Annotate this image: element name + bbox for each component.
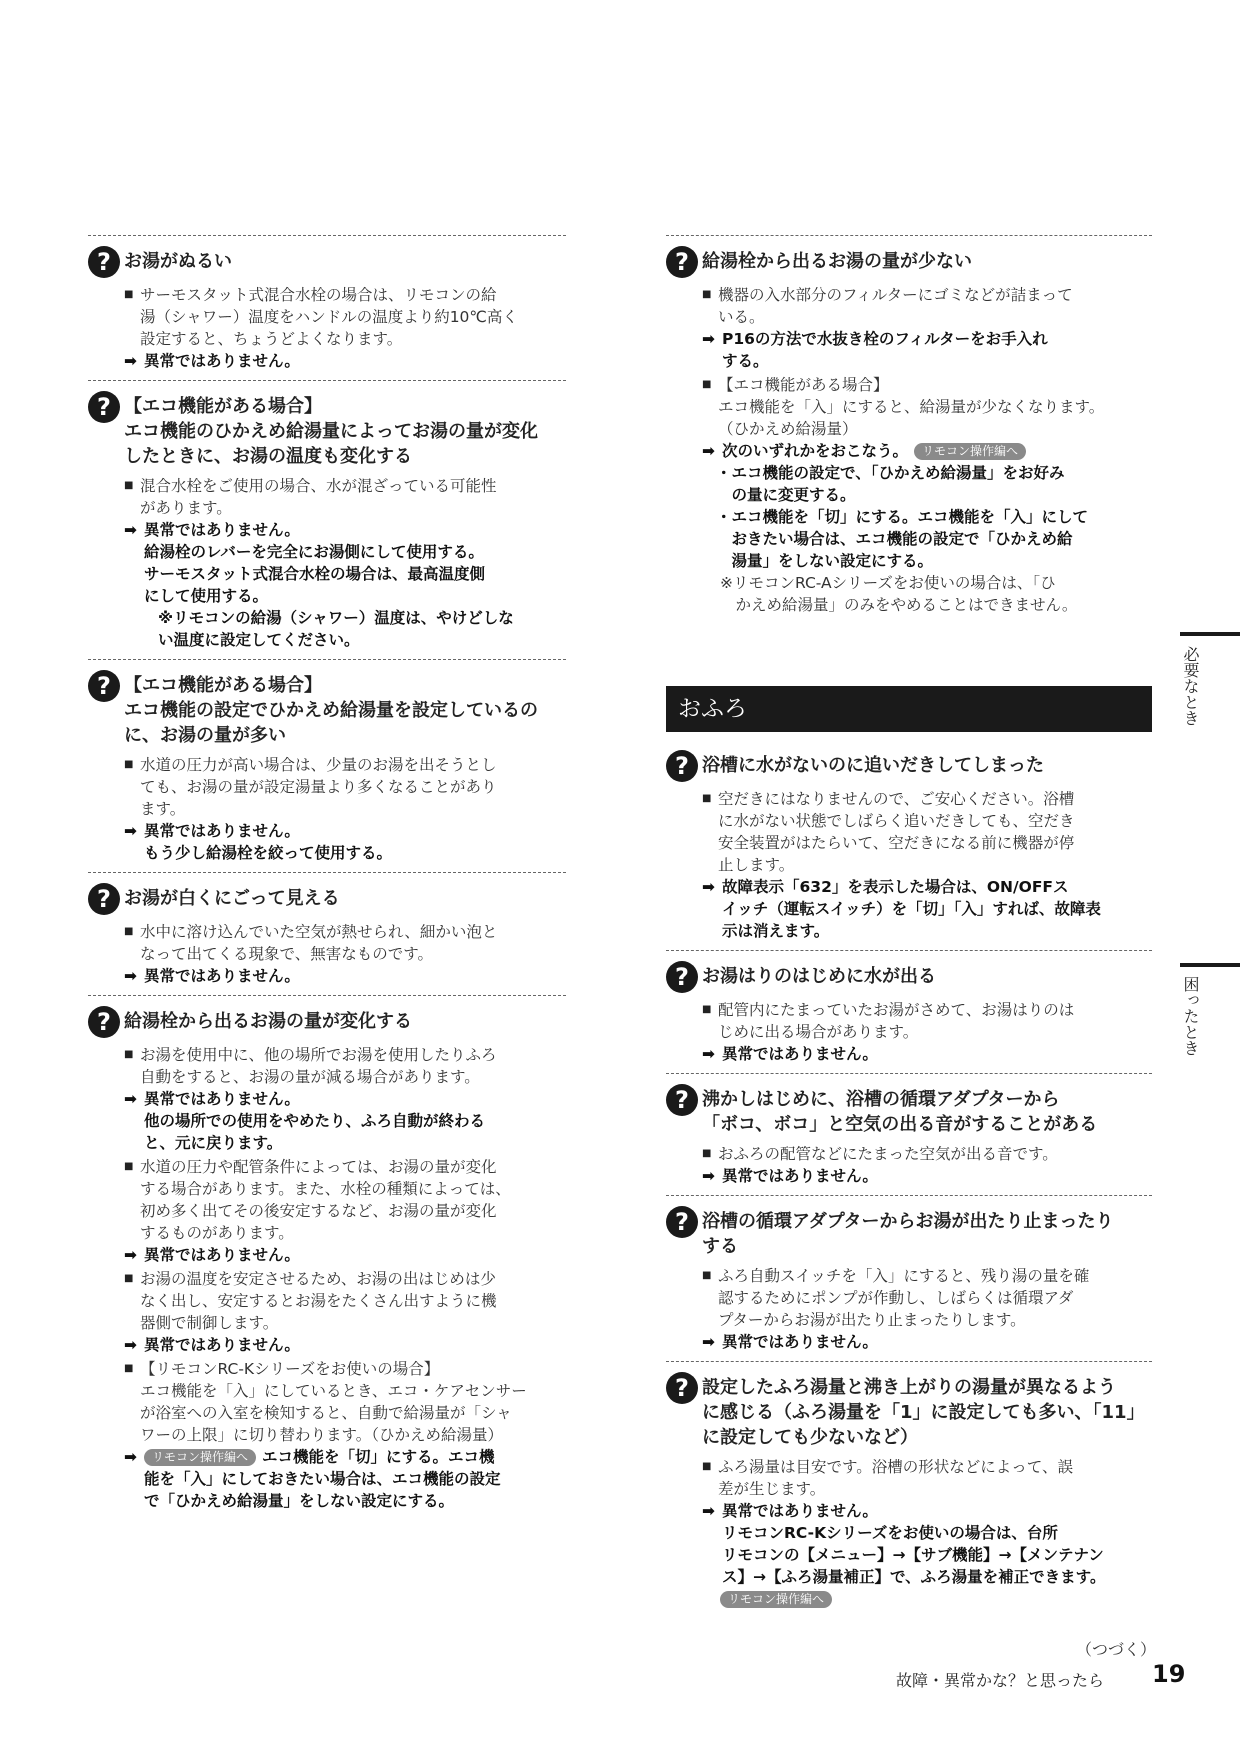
question-icon: ? — [88, 883, 120, 915]
text-line: ス】→【ふろ湯量補正】で、ふろ湯量を補正できます。 — [722, 1568, 1106, 1586]
text-line: 差が生じます。 — [718, 1480, 826, 1498]
side-tab-hitsuyou: 必要なとき — [1181, 646, 1200, 726]
question-title — [124, 1006, 412, 1034]
text-line: ■ お湯を使用中に、他の場所でお湯を使用したりふろ — [140, 1046, 497, 1064]
text-line: ■ 水道の圧力や配管条件によっては、お湯の量が変化 — [140, 1158, 497, 1176]
faq-question — [666, 1084, 1152, 1137]
question-title-line: に、お湯の量が多い — [124, 725, 286, 746]
question-icon: ? — [88, 1006, 120, 1038]
faq-answer — [702, 284, 1152, 616]
sub-solution — [702, 506, 1152, 572]
text-span: 次のいずれかをおこなう。 — [722, 442, 909, 460]
badge-line — [702, 1588, 1152, 1610]
text-line: と、元に戻ります。 — [144, 1134, 283, 1152]
faq-item — [88, 236, 566, 380]
text-line: 設定すると、ちょうどよくなります。 — [140, 330, 403, 348]
question-title — [124, 391, 538, 469]
text-line: ■ サーモスタット式混合水栓の場合は、リモコンの給 — [140, 286, 497, 304]
bullet-item — [702, 1265, 1152, 1331]
text-line: ■ ふろ湯量は目安です。浴槽の形状などによって、誤 — [718, 1458, 1073, 1476]
side-tab-komatta: 困ったとき — [1181, 976, 1200, 1056]
text-line: ・エコ機能の設定で、「ひかえめ給湯量」をお好み — [716, 464, 1065, 482]
arrow-solution — [124, 1334, 566, 1356]
text-line: ■ 機器の入水部分のフィルターにゴミなどが詰まって — [718, 286, 1073, 304]
arrow-icon: ➡ — [702, 1045, 715, 1063]
left-column — [88, 235, 566, 1520]
text-line: 能を「入」にしておきたい場合は、エコ機能の設定 — [144, 1470, 501, 1488]
text-line: じめに出る場合があります。 — [718, 1023, 919, 1041]
arrow-solution — [702, 440, 1152, 462]
page-number: 19 — [1152, 1660, 1186, 1688]
bullet-item — [124, 921, 566, 965]
text-line: イッチ（運転スイッチ）を「切」「入」すれば、故障表 — [722, 900, 1101, 918]
question-title-line: 浴槽の循環アダプターからお湯が出たり止まったり — [702, 1211, 1114, 1232]
continued-label: （つづく） — [1076, 1640, 1157, 1659]
bullet-item — [702, 1456, 1152, 1500]
text-line: 止します。 — [718, 856, 795, 874]
text-line: かえめ給湯量」のみをやめることはできません。 — [720, 596, 1078, 614]
faq-item — [666, 1196, 1152, 1361]
question-title-line: エコ機能の設定でひかえめ給湯量を設定しているの — [124, 700, 538, 721]
question-title-line: 沸かしはじめに、浴槽の循環アダプターから — [702, 1089, 1060, 1110]
question-title — [702, 1372, 1145, 1450]
bullet-item — [124, 284, 566, 350]
remocon-guide-badge[interactable]: リモコン操作編へ — [144, 1449, 256, 1466]
text-line: があります。 — [140, 499, 232, 517]
bullet-item — [124, 1044, 566, 1088]
question-title — [702, 1084, 1097, 1137]
side-tab-bar-1 — [1180, 632, 1240, 636]
question-icon: ? — [666, 750, 698, 782]
arrow-icon: ➡ — [124, 521, 137, 539]
question-title-line: 「ボコ、ボコ」と空気の出る音がすることがある — [702, 1114, 1098, 1135]
text-line: いる。 — [718, 308, 765, 326]
text-line: 認するためにポンプが作動し、しばらくは循環アダ — [718, 1289, 1074, 1307]
faq-answer — [702, 1456, 1152, 1610]
bullet-item — [702, 1143, 1152, 1165]
faq-item — [666, 1074, 1152, 1195]
question-title — [124, 883, 340, 911]
faq-answer — [702, 999, 1152, 1065]
faq-item — [666, 1362, 1152, 1618]
sub-solution — [702, 462, 1152, 506]
text-line: ■ 水道の圧力が高い場合は、少量のお湯を出そうとし — [140, 756, 497, 774]
text-line: 異常ではありません。 — [722, 1045, 878, 1063]
question-icon: ? — [666, 246, 698, 278]
faq-answer — [124, 754, 566, 864]
question-title-line: に感じる（ふろ湯量を「1」に設定しても多い、「11」 — [702, 1402, 1145, 1423]
bullet-item — [124, 1156, 566, 1244]
question-title-line: お湯がぬるい — [124, 251, 232, 272]
text-line: 異常ではありません。 — [144, 1336, 300, 1354]
text-line: に水がない状態でしばらく追いだきしても、空だき — [718, 812, 1075, 830]
bullet-item — [124, 1268, 566, 1334]
text-line: おきたい場合は、エコ機能の設定で「ひかえめ給 — [716, 530, 1073, 548]
arrow-icon: ➡ — [124, 822, 137, 840]
text-line: プターからお湯が出たり止まったりします。 — [718, 1311, 1026, 1329]
text-line: リモコンの【メニュー】→【サブ機能】→【メンテナン — [722, 1546, 1104, 1564]
text-line: 他の場所での使用をやめたり、ふろ自動が終わる — [144, 1112, 486, 1130]
text-line: 湯（シャワー）温度をハンドルの温度より約10℃高く — [140, 308, 518, 326]
text-line: エコ機能を「入」にすると、給湯量が少なくなります。 — [718, 398, 1105, 416]
text-line: 初め多く出てその後安定するなど、お湯の量が変化 — [140, 1202, 497, 1220]
bullet-item — [702, 788, 1152, 876]
arrow-icon: ➡ — [702, 1502, 715, 1520]
text-line: ・エコ機能を「切」にする。エコ機能を「入」にして — [716, 508, 1089, 526]
text-line: （ひかえめ給湯量） — [718, 420, 858, 438]
question-title-line: 【エコ機能がある場合】 — [124, 675, 322, 696]
text-line: 異常ではありません。 — [144, 352, 300, 370]
faq-item — [88, 660, 566, 872]
arrow-icon: ➡ — [124, 1336, 137, 1354]
faq-item — [666, 236, 1152, 624]
footer-title: 故障・異常かな？と思ったら — [896, 1671, 1105, 1690]
question-title-line: お湯が白くにごって見える — [124, 888, 340, 909]
arrow-solution — [702, 1500, 1152, 1588]
faq-question — [666, 1206, 1152, 1259]
question-title-line: する — [702, 1236, 738, 1257]
arrow-solution — [702, 1043, 1152, 1065]
text-line: するものがあります。 — [140, 1224, 294, 1242]
text-line: ■ 混合水栓をご使用の場合、水が混ざっている可能性 — [140, 477, 497, 495]
arrow-solution — [124, 1088, 566, 1154]
faq-answer — [124, 1044, 566, 1512]
question-title — [124, 246, 232, 274]
text-line: サーモスタット式混合水栓の場合は、最高温度側 — [144, 565, 486, 583]
question-icon: ? — [666, 1084, 698, 1116]
text-line: 異常ではありません。 — [144, 1246, 300, 1264]
question-icon: ? — [666, 961, 698, 993]
question-title-line: 【エコ機能がある場合】 — [124, 396, 322, 417]
question-title-line: お湯はりのはじめに水が出る — [702, 966, 936, 987]
text-line: 異常ではありません。 — [722, 1333, 878, 1351]
arrow-solution — [702, 1165, 1152, 1187]
text-line: ※リモコンRC-Aシリーズをお使いの場合は、「ひ — [720, 574, 1056, 592]
text-line: 異常ではありません。 — [722, 1167, 878, 1185]
question-icon: ? — [666, 1372, 698, 1404]
arrow-solution — [124, 519, 566, 607]
text-line: エコ機能を「入」にしているとき、エコ・ケアセンサー — [140, 1382, 527, 1400]
question-icon: ? — [88, 391, 120, 423]
section-header-ofuro: おふろ — [666, 686, 1152, 732]
text-line — [722, 440, 1152, 462]
question-title-line: 浴槽に水がないのに追いだきしてしまった — [702, 755, 1044, 776]
text-line: 異常ではありません。 — [144, 967, 300, 985]
bullet-item — [702, 284, 1152, 328]
question-title-line: 設定したふろ湯量と沸き上がりの湯量が異なるよう — [702, 1377, 1116, 1398]
arrow-icon: ➡ — [702, 1333, 715, 1351]
text-line: が浴室への入室を検知すると、自動で給湯量が「シャ — [140, 1404, 512, 1422]
question-icon: ? — [88, 670, 120, 702]
question-title — [702, 246, 972, 274]
text-line: ■ 【エコ機能がある場合】 — [718, 376, 889, 394]
faq-item — [666, 951, 1152, 1073]
faq-answer — [702, 788, 1152, 942]
question-title — [124, 670, 538, 748]
faq-question — [88, 670, 566, 748]
arrow-icon: ➡ — [702, 878, 715, 896]
text-line: 安全装置がはたらいて、空だきになる前に機器が停 — [718, 834, 1075, 852]
text-line: 異常ではありません。 — [144, 1090, 300, 1108]
arrow-solution — [702, 1331, 1152, 1353]
question-title-line: 給湯栓から出るお湯の量が少ない — [702, 251, 972, 272]
text-line: 異常ではありません。 — [144, 822, 300, 840]
bullet-item — [124, 1358, 566, 1446]
faq-question — [88, 391, 566, 469]
arrow-solution — [702, 328, 1152, 372]
text-line: ワーの上限」に切り替わります。（ひかえめ給湯量） — [140, 1426, 504, 1444]
faq-answer — [702, 1143, 1152, 1187]
text-line — [144, 1446, 566, 1468]
faq-question — [666, 750, 1152, 782]
text-line: 湯量」をしない設定にする。 — [716, 552, 934, 570]
faq-item — [88, 381, 566, 659]
arrow-solution — [124, 1244, 566, 1266]
text-line: もう少し給湯栓を絞って使用する。 — [144, 844, 393, 862]
text-line: 異常ではありません。 — [144, 521, 300, 539]
text-line: する場合があります。また、水栓の種類によっては、 — [140, 1180, 511, 1198]
faq-question — [666, 961, 1152, 993]
text-line: リモコンRC-Kシリーズをお使いの場合は、台所 — [722, 1524, 1058, 1542]
text-line: 故障表示「632」を表示した場合は、ON/OFFス — [722, 878, 1069, 896]
text-line: ■ ふろ自動スイッチを「入」にすると、残り湯の量を確 — [718, 1267, 1090, 1285]
faq-item — [88, 873, 566, 995]
note-text — [124, 607, 566, 651]
text-line: なって出てくる現象で、無害なものです。 — [140, 945, 433, 963]
faq-answer — [124, 284, 566, 372]
faq-question — [666, 1372, 1152, 1450]
text-line: ■ おふろの配管などにたまった空気が出る音です。 — [718, 1145, 1058, 1163]
question-title — [702, 1206, 1113, 1259]
faq-question — [666, 246, 1152, 278]
question-title-line: に設定しても少ないなど） — [702, 1427, 918, 1448]
text-line: ます。 — [140, 800, 186, 818]
arrow-icon: ➡ — [124, 1090, 137, 1108]
text-line: ■ 配管内にたまっていたお湯がさめて、お湯はりのは — [718, 1001, 1075, 1019]
right-column-top — [666, 235, 1152, 624]
arrow-icon: ➡ — [702, 330, 715, 348]
text-line: ※リモコンの給湯（シャワー）温度は、やけどしな — [158, 609, 514, 627]
question-title-line: したときに、お湯の温度も変化する — [124, 446, 412, 467]
faq-item — [88, 996, 566, 1520]
remocon-guide-badge[interactable]: リモコン操作編へ — [914, 443, 1026, 460]
text-line: ■ 水中に溶け込んでいた空気が熱せられ、細かい泡と — [140, 923, 498, 941]
text-line: にして使用する。 — [144, 587, 269, 605]
question-title-line: エコ機能のひかえめ給湯量によってお湯の量が変化 — [124, 421, 538, 442]
text-line: する。 — [722, 352, 769, 370]
note-text — [702, 572, 1152, 616]
text-line: ■ 空だきにはなりませんので、ご安心ください。浴槽 — [718, 790, 1075, 808]
arrow-icon: ➡ — [124, 967, 137, 985]
question-icon: ? — [666, 1206, 698, 1238]
faq-answer — [124, 475, 566, 651]
bullet-item — [124, 754, 566, 820]
faq-question — [88, 1006, 566, 1038]
remocon-guide-badge[interactable]: リモコン操作編へ — [720, 1591, 832, 1608]
text-line: 異常ではありません。 — [722, 1502, 878, 1520]
text-line: ■ 【リモコンRC-Kシリーズをお使いの場合】 — [140, 1360, 440, 1378]
bullet-item — [124, 475, 566, 519]
side-tab-bar-2 — [1180, 963, 1240, 967]
text-line: の量に変更する。 — [716, 486, 856, 504]
bullet-item — [702, 999, 1152, 1043]
text-line: い温度に設定してください。 — [158, 631, 360, 649]
question-title — [702, 750, 1044, 778]
text-line: 示は消えます。 — [722, 922, 830, 940]
text-line: ■ お湯の温度を安定させるため、お湯の出はじめは少 — [140, 1270, 496, 1288]
question-title — [702, 961, 936, 989]
text-line: 器側で制御します。 — [140, 1314, 279, 1332]
arrow-solution — [702, 876, 1152, 942]
arrow-icon: ➡ — [124, 1448, 137, 1466]
faq-question — [88, 246, 566, 278]
faq-question — [88, 883, 566, 915]
arrow-icon: ➡ — [124, 1246, 137, 1264]
faq-answer — [702, 1265, 1152, 1353]
arrow-solution — [124, 820, 566, 864]
question-icon: ? — [88, 246, 120, 278]
arrow-solution — [124, 1446, 566, 1512]
text-line: なく出し、安定するとお湯をたくさん出すように機 — [140, 1292, 497, 1310]
text-line: P16の方法で水抜き栓のフィルターをお手入れ — [722, 330, 1048, 348]
arrow-solution — [124, 965, 566, 987]
arrow-icon: ➡ — [702, 1167, 715, 1185]
faq-answer — [124, 921, 566, 987]
arrow-solution — [124, 350, 566, 372]
faq-item — [666, 740, 1152, 950]
arrow-icon: ➡ — [124, 352, 137, 370]
question-title-line: 給湯栓から出るお湯の量が変化する — [124, 1011, 412, 1032]
right-column-bottom — [666, 740, 1152, 1618]
text-line: で「ひかえめ給湯量」をしない設定にする。 — [144, 1492, 455, 1510]
arrow-icon: ➡ — [702, 442, 715, 460]
text-line: ても、お湯の量が設定湯量より多くなることがあり — [140, 778, 497, 796]
text-line: 自動をすると、お湯の量が減る場合があります。 — [140, 1068, 480, 1086]
bullet-item — [702, 374, 1152, 440]
text-line: 給湯栓のレバーを完全にお湯側にして使用する。 — [144, 543, 484, 561]
text-span: エコ機能を「切」にする。エコ機 — [262, 1448, 495, 1466]
